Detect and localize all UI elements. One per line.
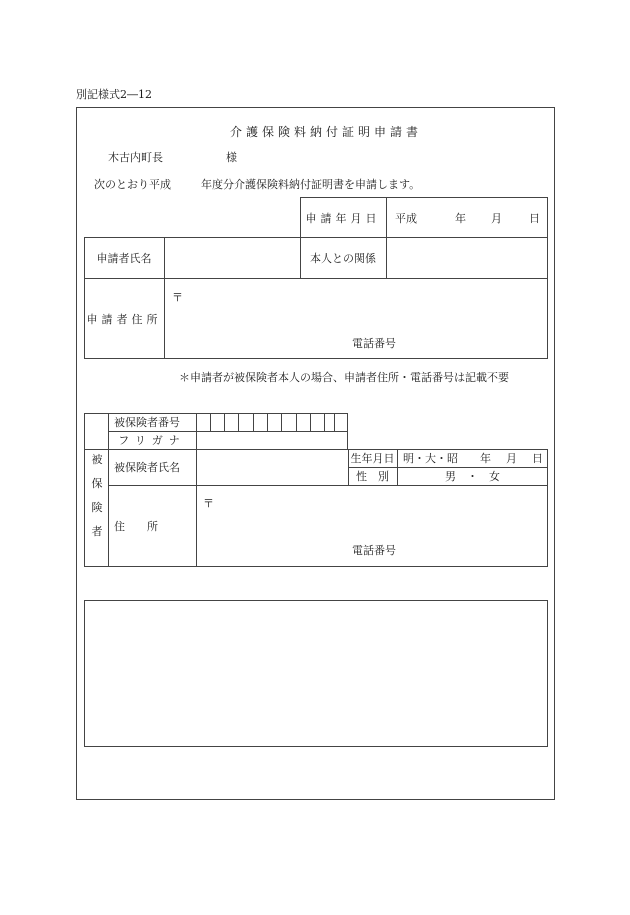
application-date-label: 申請年月日	[305, 211, 381, 225]
intro-prefix: 次のとおり平成	[94, 178, 171, 191]
applicant-note: ＊申請者が被保険者本人の場合、申請者住所・電話番号は記載不要	[179, 371, 509, 384]
applicant-name-label: 申請者氏名	[96, 251, 152, 265]
relation-field[interactable]	[387, 238, 547, 277]
birth-day[interactable]: 日	[532, 452, 543, 465]
sex-options[interactable]: 男 ・ 女	[445, 470, 500, 483]
remarks-box[interactable]	[84, 600, 548, 747]
birth-eras[interactable]: 明・大・昭	[403, 452, 458, 465]
insured-name-field[interactable]	[197, 450, 347, 484]
applicant-name-field[interactable]	[165, 238, 299, 277]
addressee-name: 木古内町長	[108, 151, 163, 164]
form-code: 別記様式2―12	[76, 88, 152, 101]
applicant-address-label: 申請者住所	[86, 312, 162, 326]
application-date-month[interactable]: 月	[491, 211, 502, 225]
birth-year[interactable]: 年	[480, 452, 491, 465]
applicant-postal-mark: 〒	[172, 291, 183, 304]
intro-suffix: 年度分介護保険料納付証明書を申請します。	[201, 178, 421, 191]
addressee-honorific: 様	[226, 151, 237, 164]
furigana-label: フリガナ	[118, 434, 186, 447]
insured-name-label: 被保険者氏名	[114, 461, 180, 474]
insured-postal-mark: 〒	[203, 497, 214, 510]
insured-number-field[interactable]	[197, 414, 347, 430]
application-date-era: 平成	[395, 211, 417, 225]
birth-month[interactable]: 月	[506, 452, 517, 465]
insured-phone-label: 電話番号	[352, 544, 396, 557]
application-date-year[interactable]: 年	[455, 211, 466, 225]
insured-address-label: 住 所	[114, 520, 158, 533]
birth-label: 生年月日	[350, 452, 395, 465]
form-title: 介護保険料納付証明申請書	[230, 125, 423, 139]
applicant-phone-label: 電話番号	[352, 337, 396, 350]
sex-label: 性 別	[356, 470, 389, 483]
relation-label: 本人との関係	[310, 251, 376, 265]
application-date-day[interactable]: 日	[529, 211, 540, 225]
insured-number-label: 被保険者番号	[114, 416, 180, 429]
furigana-field[interactable]	[197, 432, 347, 448]
insured-side-label: 被 保 険 者	[91, 453, 103, 538]
